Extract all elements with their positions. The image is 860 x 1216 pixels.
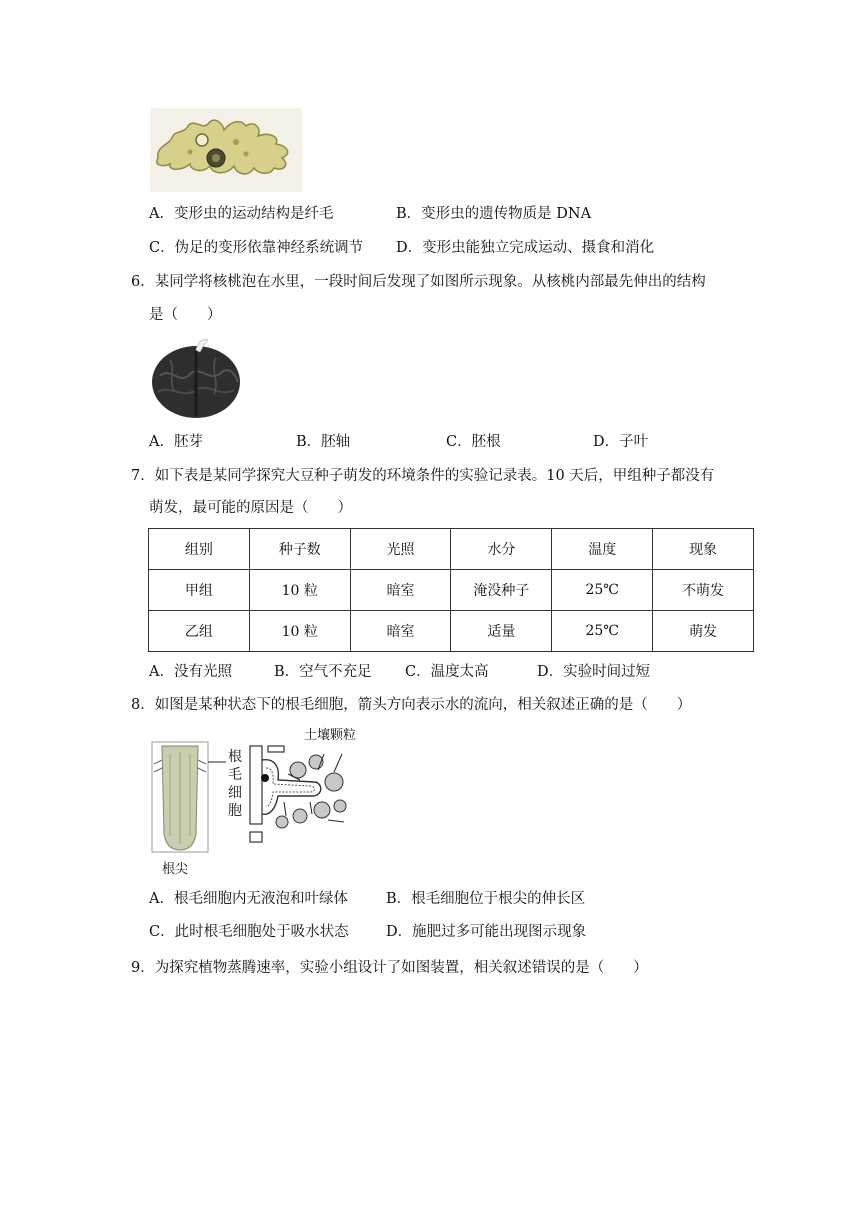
q8-option-c: C．此时根毛细胞处于吸水状态 [149,924,349,940]
root-hair-cell-label-char: 胞 [228,803,242,819]
q6-option-c: C．胚根 [446,434,501,450]
table-cell: 甲组 [149,570,250,611]
q8-option-a: A．根毛细胞内无液泡和叶绿体 [149,891,348,907]
table-cell: 暗室 [350,611,451,652]
table-row [149,570,754,611]
table-cell: 萌发 [653,611,754,652]
q7-option-b: B．空气不充足 [274,664,372,680]
walnut-figure [150,336,242,424]
q5-option-a: A．变形虫的运动结构是纤毛 [149,206,334,222]
q8-option-d: D．施肥过多可能出现图示现象 [386,924,587,940]
table-header-row [149,529,754,570]
q7-option-a: A．没有光照 [149,664,232,680]
table-cell: 淹没种子 [451,570,552,611]
q5-option-d: D．变形虫能独立完成运动、摄食和消化 [396,240,655,256]
experiment-record-table [148,528,754,652]
root-hair-cell-label [228,748,242,820]
root-hair-cell-label-char: 细 [228,785,242,801]
table-header-cell: 现象 [653,529,754,570]
table-header-cell: 组别 [149,529,250,570]
table-cell: 适量 [451,611,552,652]
q6-option-a: A．胚芽 [149,434,203,450]
q7-option-c: C．温度太高 [405,664,489,680]
table-header-cell: 光照 [350,529,451,570]
q7-stem-line1: 7．如下表是某同学探究大豆种子萌发的环境条件的实验记录表。10 天后，甲组种子都没有 [131,468,715,484]
root-hair-cell-label-char: 根 [228,749,242,765]
q6-option-d: D．子叶 [593,434,649,450]
q7-stem-line2: 萌发，最可能的原因是（ ） [149,500,352,516]
root-hair-cell-label-char: 毛 [228,767,242,783]
table-header-cell: 种子数 [249,529,350,570]
q6-option-b: B．胚轴 [296,434,351,450]
q8-option-b: B．根毛细胞位于根尖的伸长区 [386,891,586,907]
q9-stem: 9．为探究植物蒸腾速率，实验小组设计了如图装置，相关叙述错误的是（ ） [131,960,648,976]
root-hair-figure [148,724,368,880]
table-cell: 乙组 [149,611,250,652]
q6-stem-line1: 6．某同学将核桃泡在水里，一段时间后发现了如图所示现象。从核桃内部最先伸出的结构 [131,274,706,290]
amoeba-figure [150,108,302,196]
q5-option-b: B．变形虫的遗传物质是 DNA [396,206,592,222]
table-header-cell: 水分 [451,529,552,570]
table-cell: 10 粒 [249,611,350,652]
table-header-cell: 温度 [552,529,653,570]
root-tip-label: 根尖 [162,862,189,877]
q5-option-c: C．伪足的变形依靠神经系统调节 [149,240,364,256]
table-cell: 10 粒 [249,570,350,611]
table-cell: 暗室 [350,570,451,611]
q7-option-d: D．实验时间过短 [537,664,651,680]
table-row [149,611,754,652]
table-cell: 25℃ [552,570,653,611]
soil-particle-label: 土壤颗粒 [304,728,357,743]
q8-stem: 8．如图是某种状态下的根毛细胞，箭头方向表示水的流向，相关叙述正确的是（ ） [131,697,692,713]
table-cell: 不萌发 [653,570,754,611]
table-cell: 25℃ [552,611,653,652]
q6-stem-line2: 是（ ） [149,307,222,323]
